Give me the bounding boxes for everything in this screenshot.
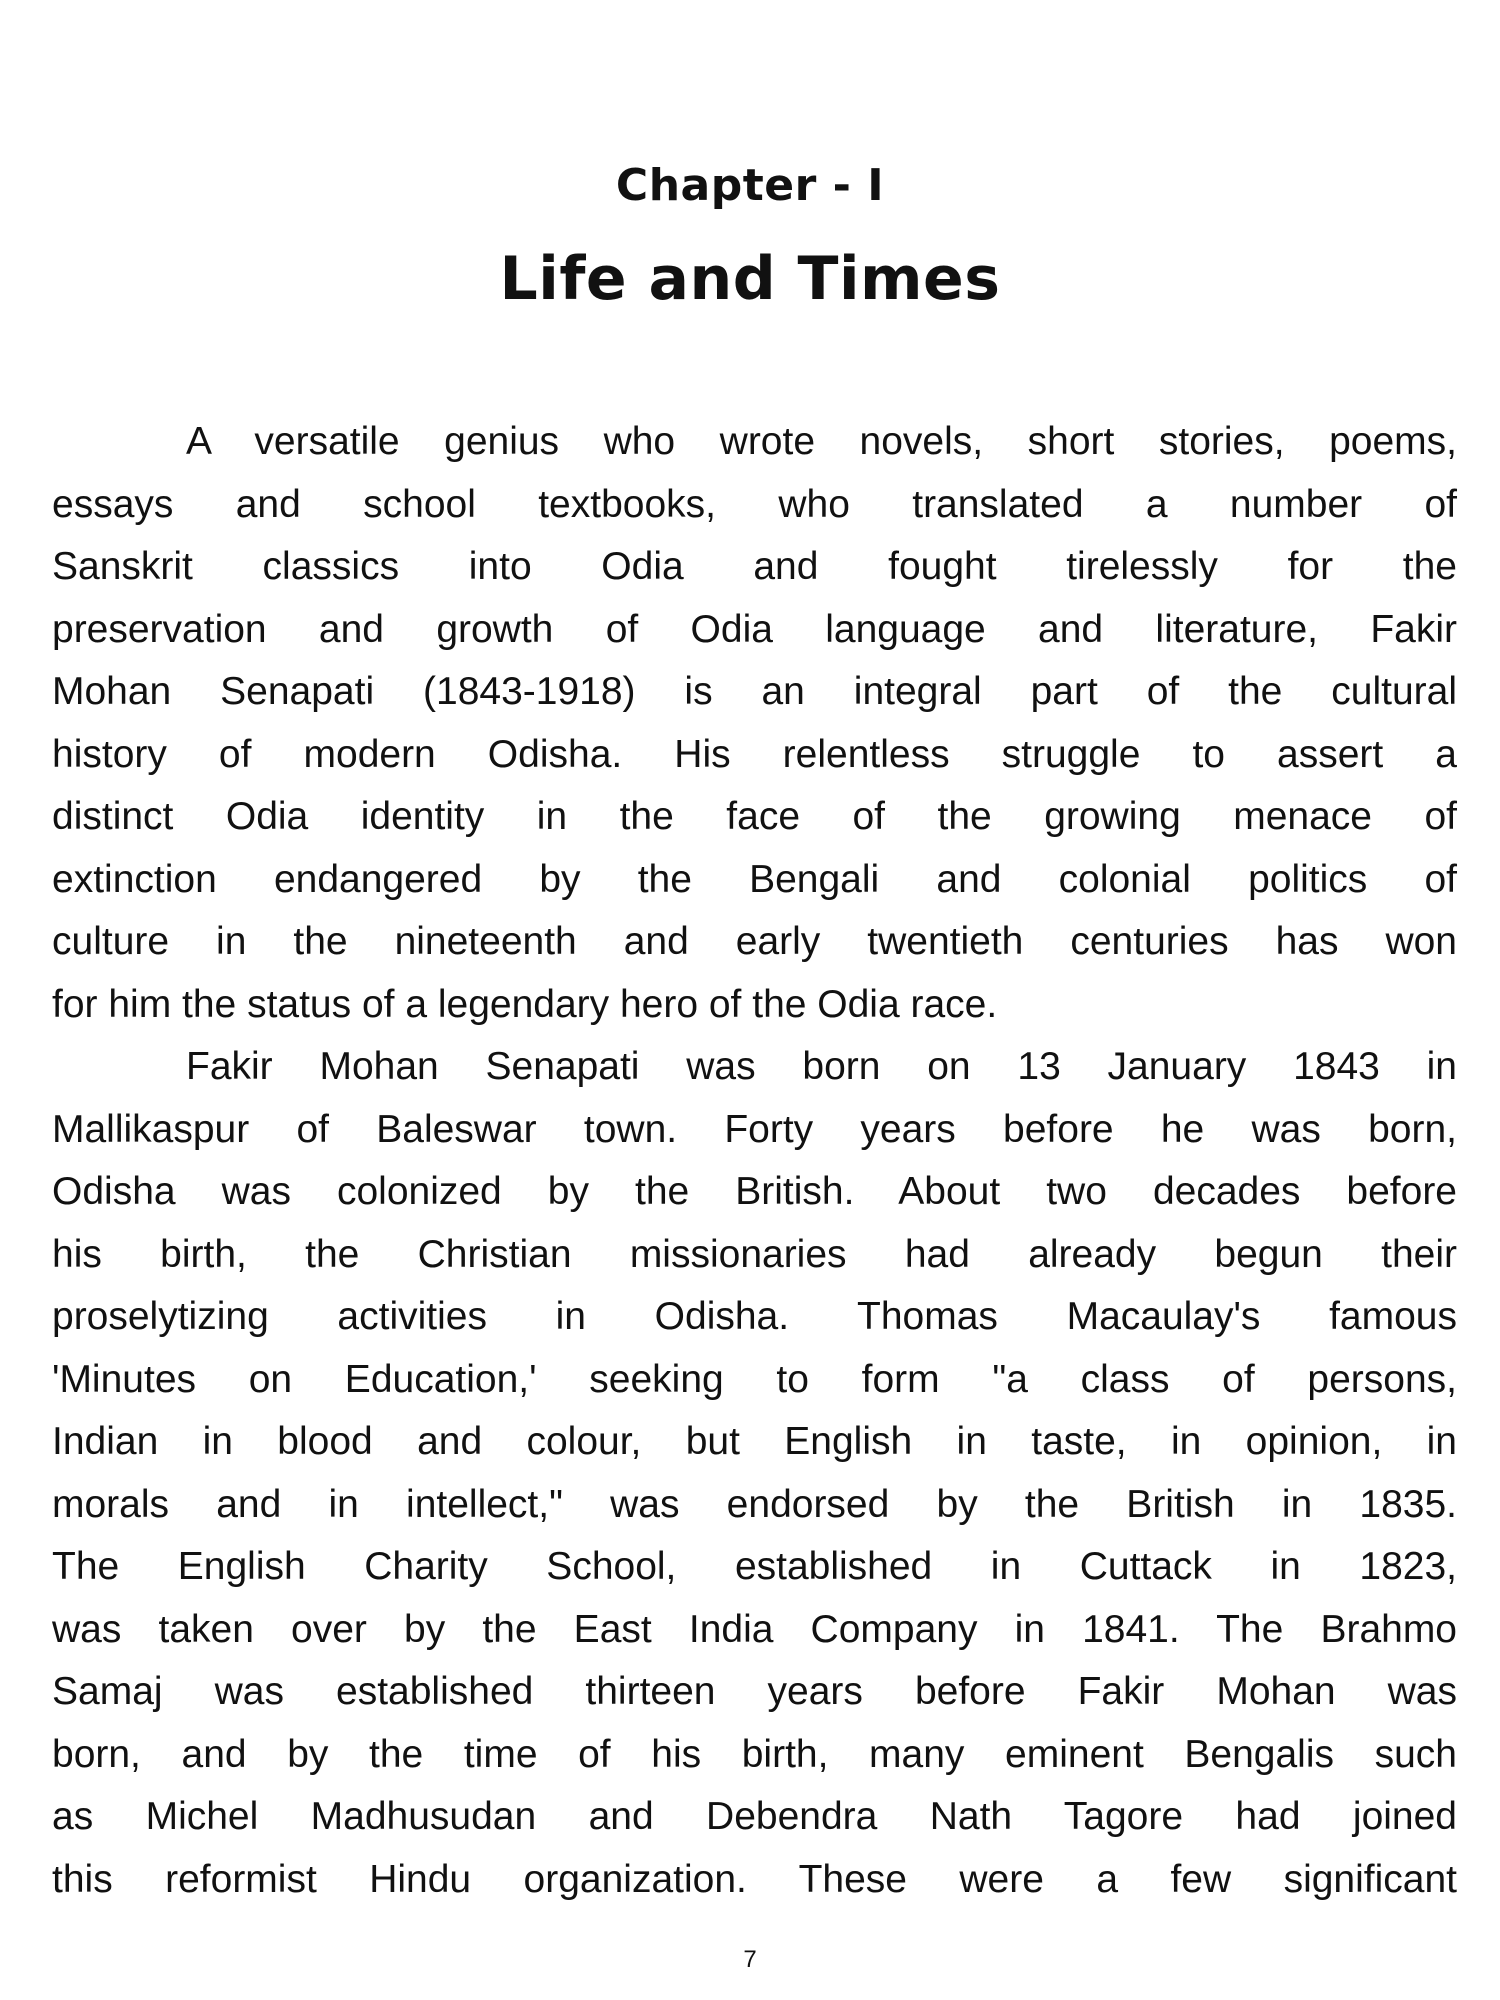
- text-line: extinction endangered by the Bengali and colonial politics of: [52, 857, 1457, 901]
- text-line: Sanskrit classics into Odia and fought tirelessly for the: [52, 545, 1457, 588]
- text-line: Mohan Senapati (1843-1918) is an integral part of the cultural: [52, 670, 1457, 713]
- paragraph-1: [52, 411, 1457, 1036]
- text-line: 'Minutes on Education,' seeking to form "a class of persons,: [52, 1357, 1457, 1401]
- body-text: [52, 411, 1457, 1911]
- text-line: Mallikaspur of Baleswar town. Forty years before he was born,: [52, 1107, 1457, 1151]
- text-line: The English Charity School, established in Cuttack in 1823,: [52, 1545, 1457, 1588]
- text-line: Odisha was colonized by the British. About two decades before: [52, 1170, 1457, 1213]
- text-line: culture in the nineteenth and early twentieth centuries has won: [52, 920, 1457, 963]
- text-line: born, and by the time of his birth, many eminent Bengalis such: [52, 1732, 1457, 1776]
- text-line: history of modern Odisha. His relentless struggle to assert a: [52, 732, 1457, 776]
- text-line: for him the status of a legendary hero of the Odia race.: [52, 982, 998, 1026]
- text-line: his birth, the Christian missionaries had already begun their: [52, 1232, 1457, 1276]
- text-line: was taken over by the East India Company in 1841. The Brahmo: [52, 1607, 1457, 1651]
- text-line: proselytizing activities in Odisha. Thomas Macaulay's famous: [52, 1295, 1457, 1338]
- text-line: essays and school textbooks, who translated a number of: [52, 482, 1457, 526]
- chapter-label: Chapter - I: [615, 160, 885, 211]
- page-number: 7: [743, 1946, 757, 1973]
- text-line: as Michel Madhusudan and Debendra Nath Tagore had joined: [52, 1795, 1457, 1838]
- text-line: preservation and growth of Odia language and literature, Fakir: [52, 607, 1457, 651]
- text-line: morals and in intellect," was endorsed by the British in 1835.: [52, 1482, 1457, 1526]
- text-line: A versatile genius who wrote novels, short stories, poems,: [186, 420, 1457, 463]
- text-line: Indian in blood and colour, but English in taste, in opinion, in: [52, 1420, 1457, 1463]
- text-line: Samaj was established thirteen years before Fakir Mohan was: [52, 1670, 1457, 1713]
- text-line: distinct Odia identity in the face of the growing menace of: [52, 795, 1457, 838]
- text-line: Fakir Mohan Senapati was born on 13 January 1843 in: [186, 1045, 1457, 1088]
- chapter-title: Life and Times: [499, 244, 1001, 314]
- paragraph-2: [52, 1036, 1457, 1911]
- text-line: this reformist Hindu organization. These were a few significant: [52, 1857, 1457, 1901]
